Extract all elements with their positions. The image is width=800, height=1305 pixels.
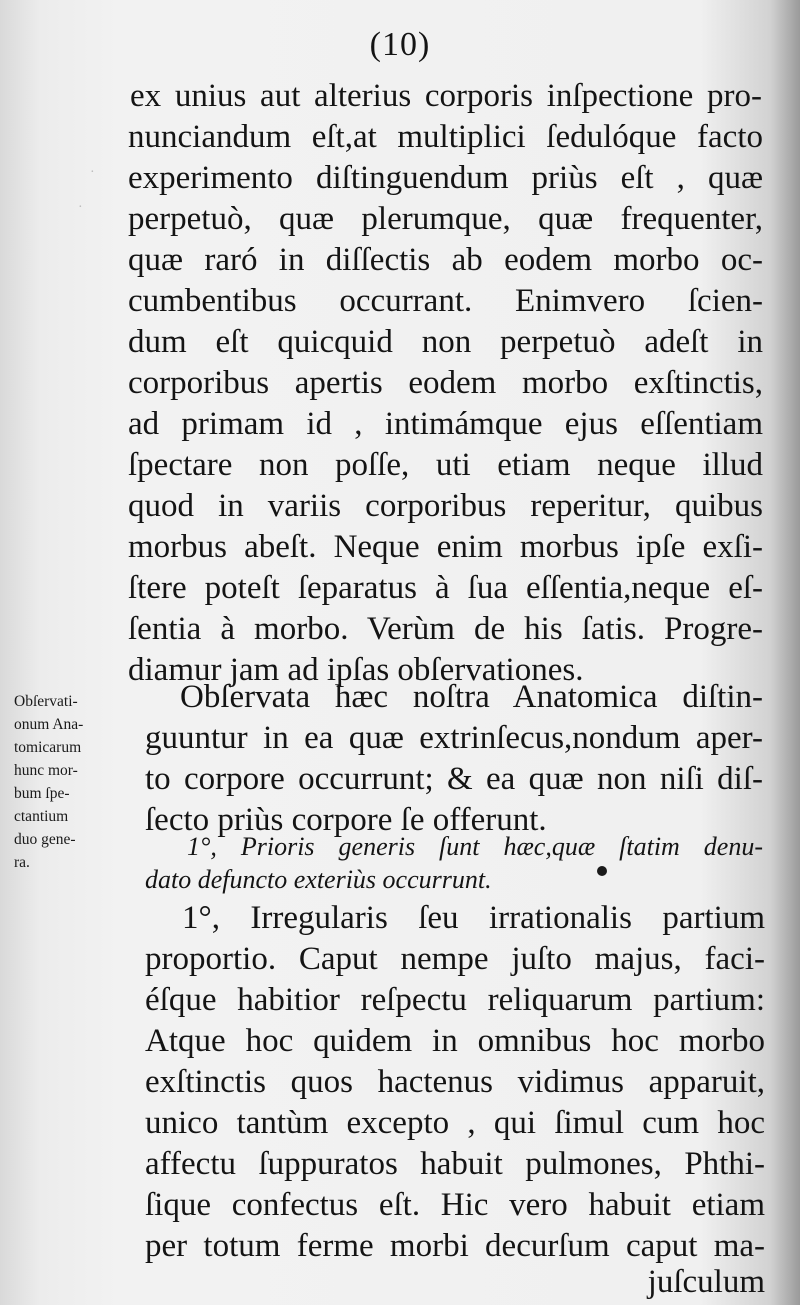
bullet-dot-icon xyxy=(597,866,607,876)
text-line: ſtere poteſt ſeparatus à ſua eſſentia,neque eſ- xyxy=(128,570,763,606)
margin-note-line: Obſervati- xyxy=(14,693,78,710)
text-line: cumbentibus occurrant. Enimvero ſcien- xyxy=(128,283,763,319)
margin-note-line: ra. xyxy=(14,854,30,871)
bleed-through-mark: · xyxy=(78,200,83,215)
text-line: quod in variis corporibus reperitur, quibus xyxy=(128,488,763,524)
text-line: quæ raró in diſſectis ab eodem morbo oc- xyxy=(128,242,763,278)
text-line: diamur jam ad ipſas obſervationes. xyxy=(128,652,584,688)
margin-note-line: tomicarum xyxy=(14,739,82,756)
text-line: guuntur in ea quæ extrinſecus,nondum aper- xyxy=(145,720,763,756)
margin-note-line: bum ſpe- xyxy=(14,785,70,802)
margin-note-line: onum Ana- xyxy=(14,716,84,733)
margin-note xyxy=(14,690,134,874)
text-line: Obſervata hæc noſtra Anatomica diſtin- xyxy=(180,679,763,715)
text-line: to corpore occurrunt; & ea quæ non niſi diſ- xyxy=(145,761,763,797)
text-line: dum eſt quicquid non perpetuò adeſt in xyxy=(128,324,763,360)
text-line: proportio. Caput nempe juſto majus, faci- xyxy=(145,941,765,977)
text-line: ſique confectus eſt. Hic vero habuit etiam xyxy=(145,1187,765,1223)
text-line: ſpectare non poſſe, uti etiam neque illud xyxy=(128,447,763,483)
margin-note-line: ctantium xyxy=(14,808,69,825)
text-line: nunciandum eſt,at multiplici ſedulóque facto xyxy=(128,119,763,155)
page-number: (10) xyxy=(369,26,431,63)
text-line: perpetuò, quæ plerumque, quæ frequenter, xyxy=(128,201,763,237)
text-line: ſecto priùs corpore ſe offerunt. xyxy=(145,802,547,838)
text-line: exſtinctis quos hactenus vidimus apparuit, xyxy=(145,1064,765,1100)
text-line: Atque hoc quidem in omnibus hoc morbo xyxy=(145,1023,765,1059)
catchword: juſculum xyxy=(647,1264,765,1300)
text-line: affectu ſuppuratos habuit pulmones, Phthi- xyxy=(145,1146,765,1182)
text-line: 1°, Irregularis ſeu irrationalis partium xyxy=(182,900,765,936)
text-line: ad primam id , intimámque ejus eſſentiam xyxy=(128,406,763,442)
text-line: per totum ferme morbi decurſum caput ma- xyxy=(145,1228,765,1264)
text-line: experimento diſtinguendum priùs eſt , quæ xyxy=(128,160,763,196)
text-line-italic: dato defuncto exteriùs occurrunt. xyxy=(145,865,492,894)
bleed-through-mark: · xyxy=(90,165,95,180)
text-line: éſque habitior reſpectu reliquarum partium: xyxy=(145,982,765,1018)
text-line: morbus abeſt. Neque enim morbus ipſe exſi- xyxy=(128,529,763,565)
text-line: ex unius aut alterius corporis inſpectione pro- xyxy=(130,78,762,114)
margin-note-line: hunc mor- xyxy=(14,762,78,779)
margin-note-line: duo gene- xyxy=(14,831,76,848)
text-line: unico tantùm excepto , qui ſimul cum hoc xyxy=(145,1105,765,1141)
text-line: corporibus apertis eodem morbo exſtinctis, xyxy=(128,365,763,401)
text-line-italic: 1°, Prioris generis ſunt hæc,quæ ſtatim denu- xyxy=(187,832,763,861)
text-line: ſentia à morbo. Verùm de his ſatis. Progre- xyxy=(128,611,763,647)
